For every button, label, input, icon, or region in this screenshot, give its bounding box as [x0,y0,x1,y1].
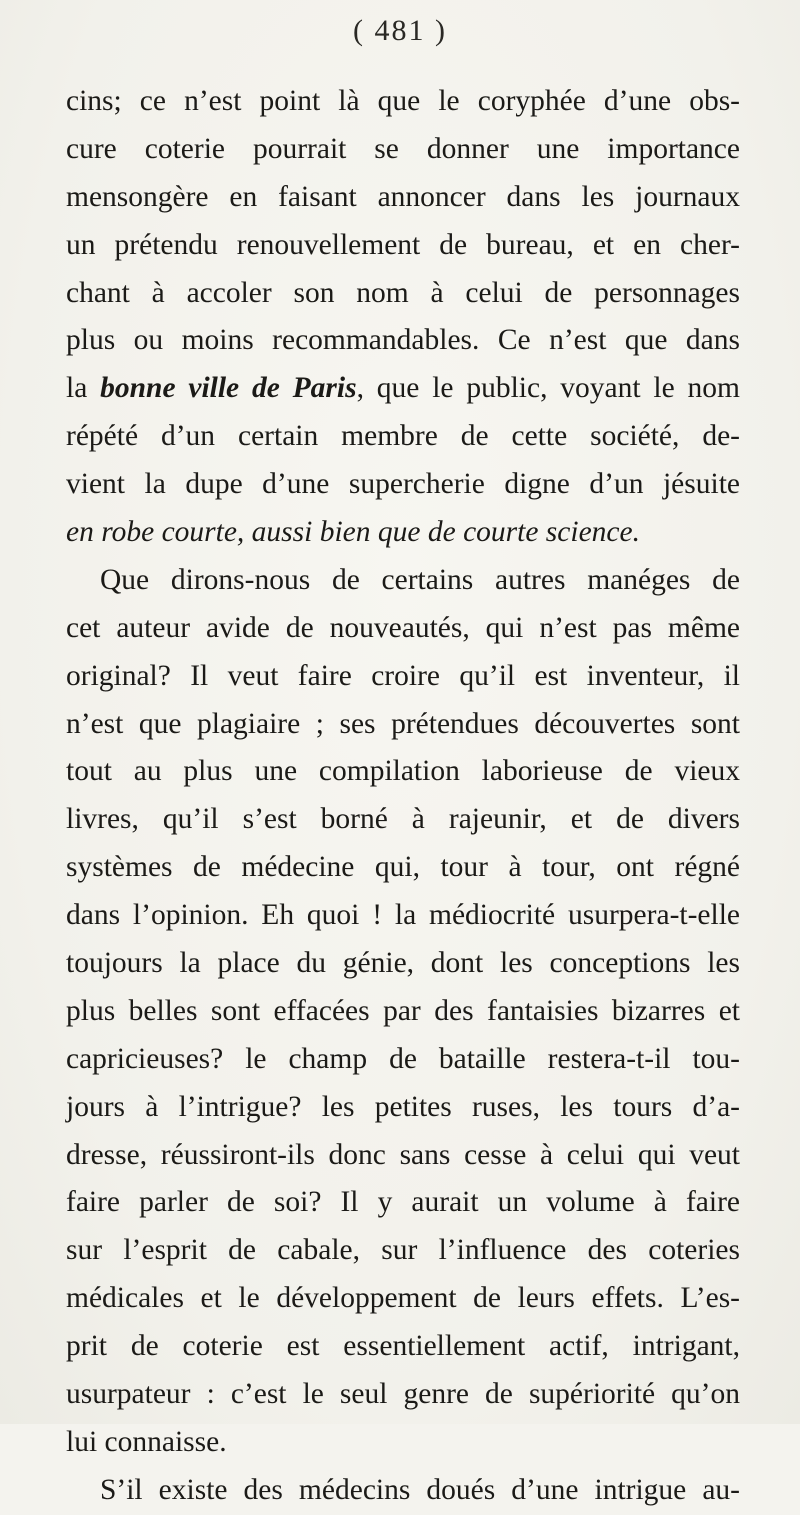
text-line: plus ou moins recommandables. Ce n’est que dans [66,324,740,357]
emphasized-phrase: bonne ville de Paris [100,372,357,405]
text-line: dresse, réussiront-ils donc sans cesse à celui qui veut [66,1138,740,1171]
text-line: un prétendu renouvellement de bureau, et en cher- [66,228,740,261]
text-line: usurpateur : c’est le seul genre de supériorité qu’on [66,1378,740,1411]
text-line: dans l’opinion. Eh quoi ! la médiocrité usurpera-t-elle [66,899,740,932]
page-number: ( 481 ) [353,14,447,47]
text-line: sur l’esprit de cabale, sur l’influence des coteries [66,1234,740,1267]
text-line: capricieuses? le champ de bataille restera-t-il tou- [66,1042,740,1075]
text-line: chant à accoler son nom à celui de personnages [66,276,740,309]
text-line: original? Il veut faire croire qu’il est inventeur, il [66,659,740,692]
text-segment: , que le public, voyant le nom [356,372,740,405]
text-line: mensongère en faisant annoncer dans les journaux [66,180,740,213]
text-line: toujours la place du génie, dont les conceptions les [66,947,740,980]
text-line: faire parler de soi? Il y aurait un volume à faire [66,1186,740,1219]
text-segment: la [66,372,101,405]
text-line: en robe courte, aussi bien que de courte science. [66,516,640,549]
text-line: tout au plus une compilation laborieuse de vieux [66,755,740,788]
text-line: vient la dupe d’une supercherie digne d’un jésuite [66,468,740,501]
body-text [66,78,740,1515]
text-line: n’est que plagiaire ; ses prétendues découvertes sont [66,707,740,740]
text-line: prit de coterie est essentiellement actif, intrigant, [66,1330,740,1363]
text-line: cins; ce n’est point là que le coryphée d’une obs- [66,85,740,117]
text-line: jours à l’intrigue? les petites ruses, les tours d’a- [66,1090,740,1123]
text-line: cure coterie pourrait se donner une importance [66,132,740,165]
text-line: cet auteur avide de nouveautés, qui n’est pas même [66,611,740,644]
text-line: Que dirons-nous de certains autres manéges de [100,563,740,596]
text-line: plus belles sont effacées par des fantaisies bizarres et [66,994,740,1027]
text-line [66,365,740,413]
text-line: lui connaisse. [66,1425,227,1458]
text-line: médicales et le développement de leurs effets. L’es- [66,1282,740,1315]
text-line: S’il existe des médecins doués d’une intrigue au- [100,1473,740,1506]
text-line: systèmes de médecine qui, tour à tour, ont régné [66,851,740,884]
text-line: répété d’un certain membre de cette société, de- [66,420,740,453]
text-line: livres, qu’il s’est borné à rajeunir, et de divers [66,803,740,836]
